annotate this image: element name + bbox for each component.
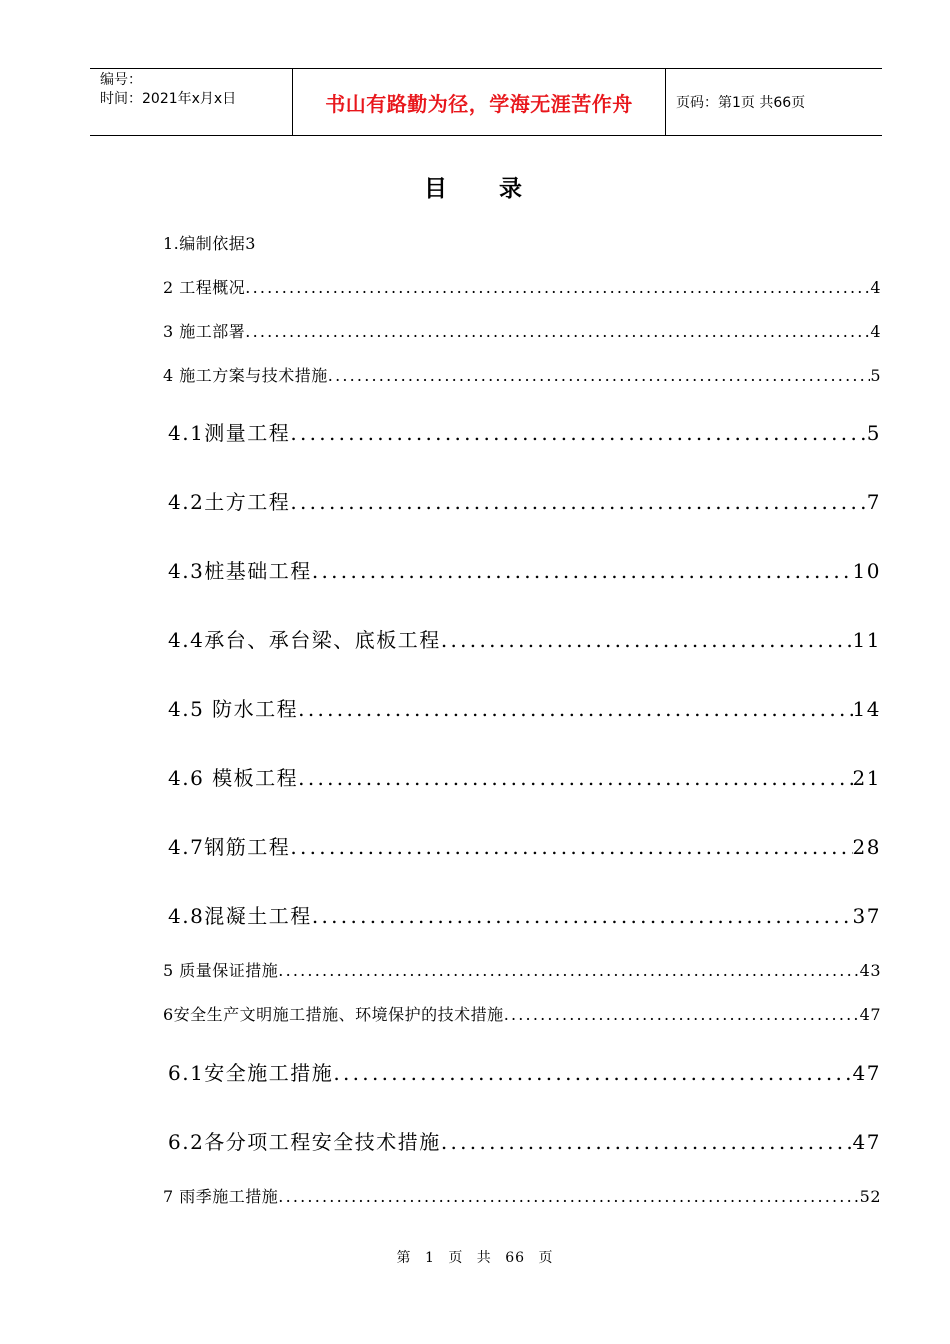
toc-entry-text: 6安全生产文明施工措施、环境保护的技术措施 xyxy=(163,1005,504,1024)
toc-entry-page: 21 xyxy=(852,766,881,790)
toc-entry[interactable] xyxy=(168,693,881,722)
time-label: 时间：2021年x月x日 xyxy=(100,91,237,107)
toc-entry-page: 37 xyxy=(852,904,881,928)
footer-total-pages: 66 xyxy=(505,1250,526,1266)
toc-entry-page: 28 xyxy=(852,835,881,859)
toc-entry-text: 3 施工部署 xyxy=(163,322,246,341)
toc-leader xyxy=(290,835,852,859)
toc-entry-page: 11 xyxy=(852,628,881,652)
page-footer xyxy=(0,1247,950,1267)
toc-leader xyxy=(290,490,866,514)
toc-leader xyxy=(290,421,866,445)
toc-entry[interactable] xyxy=(168,417,881,446)
toc-entry-page: 14 xyxy=(852,697,881,721)
toc-leader xyxy=(298,697,852,721)
toc-entry-page: 7 xyxy=(866,490,881,514)
toc-entry-page: 47 xyxy=(852,1061,881,1085)
toc-entry-text: 4.6 模板工程 xyxy=(168,766,299,790)
toc-entry[interactable] xyxy=(168,900,881,929)
toc-entry[interactable] xyxy=(168,1126,881,1155)
toc-entry[interactable] xyxy=(168,1057,881,1086)
footer-gong: 共 xyxy=(476,1250,492,1266)
header-page-label: 页码：第1页 共66页 xyxy=(676,95,806,111)
number-label: 编号： xyxy=(100,72,142,88)
toc-entry[interactable] xyxy=(168,762,881,791)
toc-entry[interactable] xyxy=(163,958,881,981)
toc-entry-text: 4 施工方案与技术措施 xyxy=(163,366,328,385)
footer-di: 第 xyxy=(396,1250,412,1266)
toc-leader xyxy=(245,322,870,341)
footer-ye: 页 xyxy=(538,1250,554,1266)
toc-entry[interactable] xyxy=(163,231,881,254)
toc-leader xyxy=(312,559,853,583)
toc-entry-page: 52 xyxy=(859,1187,881,1206)
toc-leader xyxy=(333,1061,852,1085)
toc-entry[interactable] xyxy=(163,1002,881,1025)
toc-entry[interactable] xyxy=(168,624,881,653)
header-motto: 书山有路勤为径，学海无涯苦作舟 xyxy=(292,69,666,135)
toc-entry-page: 47 xyxy=(852,1130,881,1154)
toc-leader xyxy=(298,766,852,790)
toc-leader xyxy=(312,904,853,928)
toc-entry-text: 6.1安全施工措施 xyxy=(168,1061,334,1085)
toc-entry-text: 6.2各分项工程安全技术措施 xyxy=(168,1130,441,1154)
toc-leader xyxy=(441,1130,853,1154)
toc-entry-page: 47 xyxy=(859,1005,881,1024)
toc-entry-text: 2 工程概况 xyxy=(163,278,246,297)
toc-entry[interactable] xyxy=(163,1184,881,1207)
toc-entry-page: 5 xyxy=(870,366,881,385)
toc-entry-text: 4.2土方工程 xyxy=(168,490,291,514)
page-header xyxy=(90,68,882,136)
toc-entry-page: 4 xyxy=(870,278,881,297)
toc-entry[interactable] xyxy=(168,486,881,515)
toc-entry-page: 4 xyxy=(870,322,881,341)
toc-entry-text: 4.5 防水工程 xyxy=(168,697,299,721)
toc-entry[interactable] xyxy=(163,319,881,342)
toc-entry-text: 5 质量保证措施 xyxy=(163,961,279,980)
toc-entry-text: 4.1测量工程 xyxy=(168,421,291,445)
toc-entry-text: 4.4承台、承台梁、底板工程 xyxy=(168,628,441,652)
toc-entry[interactable] xyxy=(163,363,881,386)
toc-entry-text: 4.3桩基础工程 xyxy=(168,559,312,583)
toc-entry-page: 43 xyxy=(859,961,881,980)
footer-current-page: 1 xyxy=(424,1250,435,1266)
toc-entry-page: 5 xyxy=(866,421,881,445)
toc-entry-text: 1.编制依据3 xyxy=(163,234,256,253)
toc-leader xyxy=(278,1187,859,1206)
header-meta xyxy=(90,69,292,135)
toc-leader xyxy=(441,628,853,652)
toc-entry-text: 4.7钢筋工程 xyxy=(168,835,291,859)
toc-entry[interactable] xyxy=(163,275,881,298)
toc-leader xyxy=(328,366,871,385)
toc-entry-text: 4.8混凝土工程 xyxy=(168,904,312,928)
toc-leader xyxy=(245,278,870,297)
toc-leader xyxy=(278,961,859,980)
page-title: 目录 xyxy=(424,176,574,202)
toc-entry-text: 7 雨季施工措施 xyxy=(163,1187,279,1206)
toc-leader xyxy=(504,1005,860,1024)
toc-entry[interactable] xyxy=(168,555,881,584)
toc-entry[interactable] xyxy=(168,831,881,860)
toc-entry-page: 10 xyxy=(852,559,881,583)
footer-ye: 页 xyxy=(448,1250,464,1266)
